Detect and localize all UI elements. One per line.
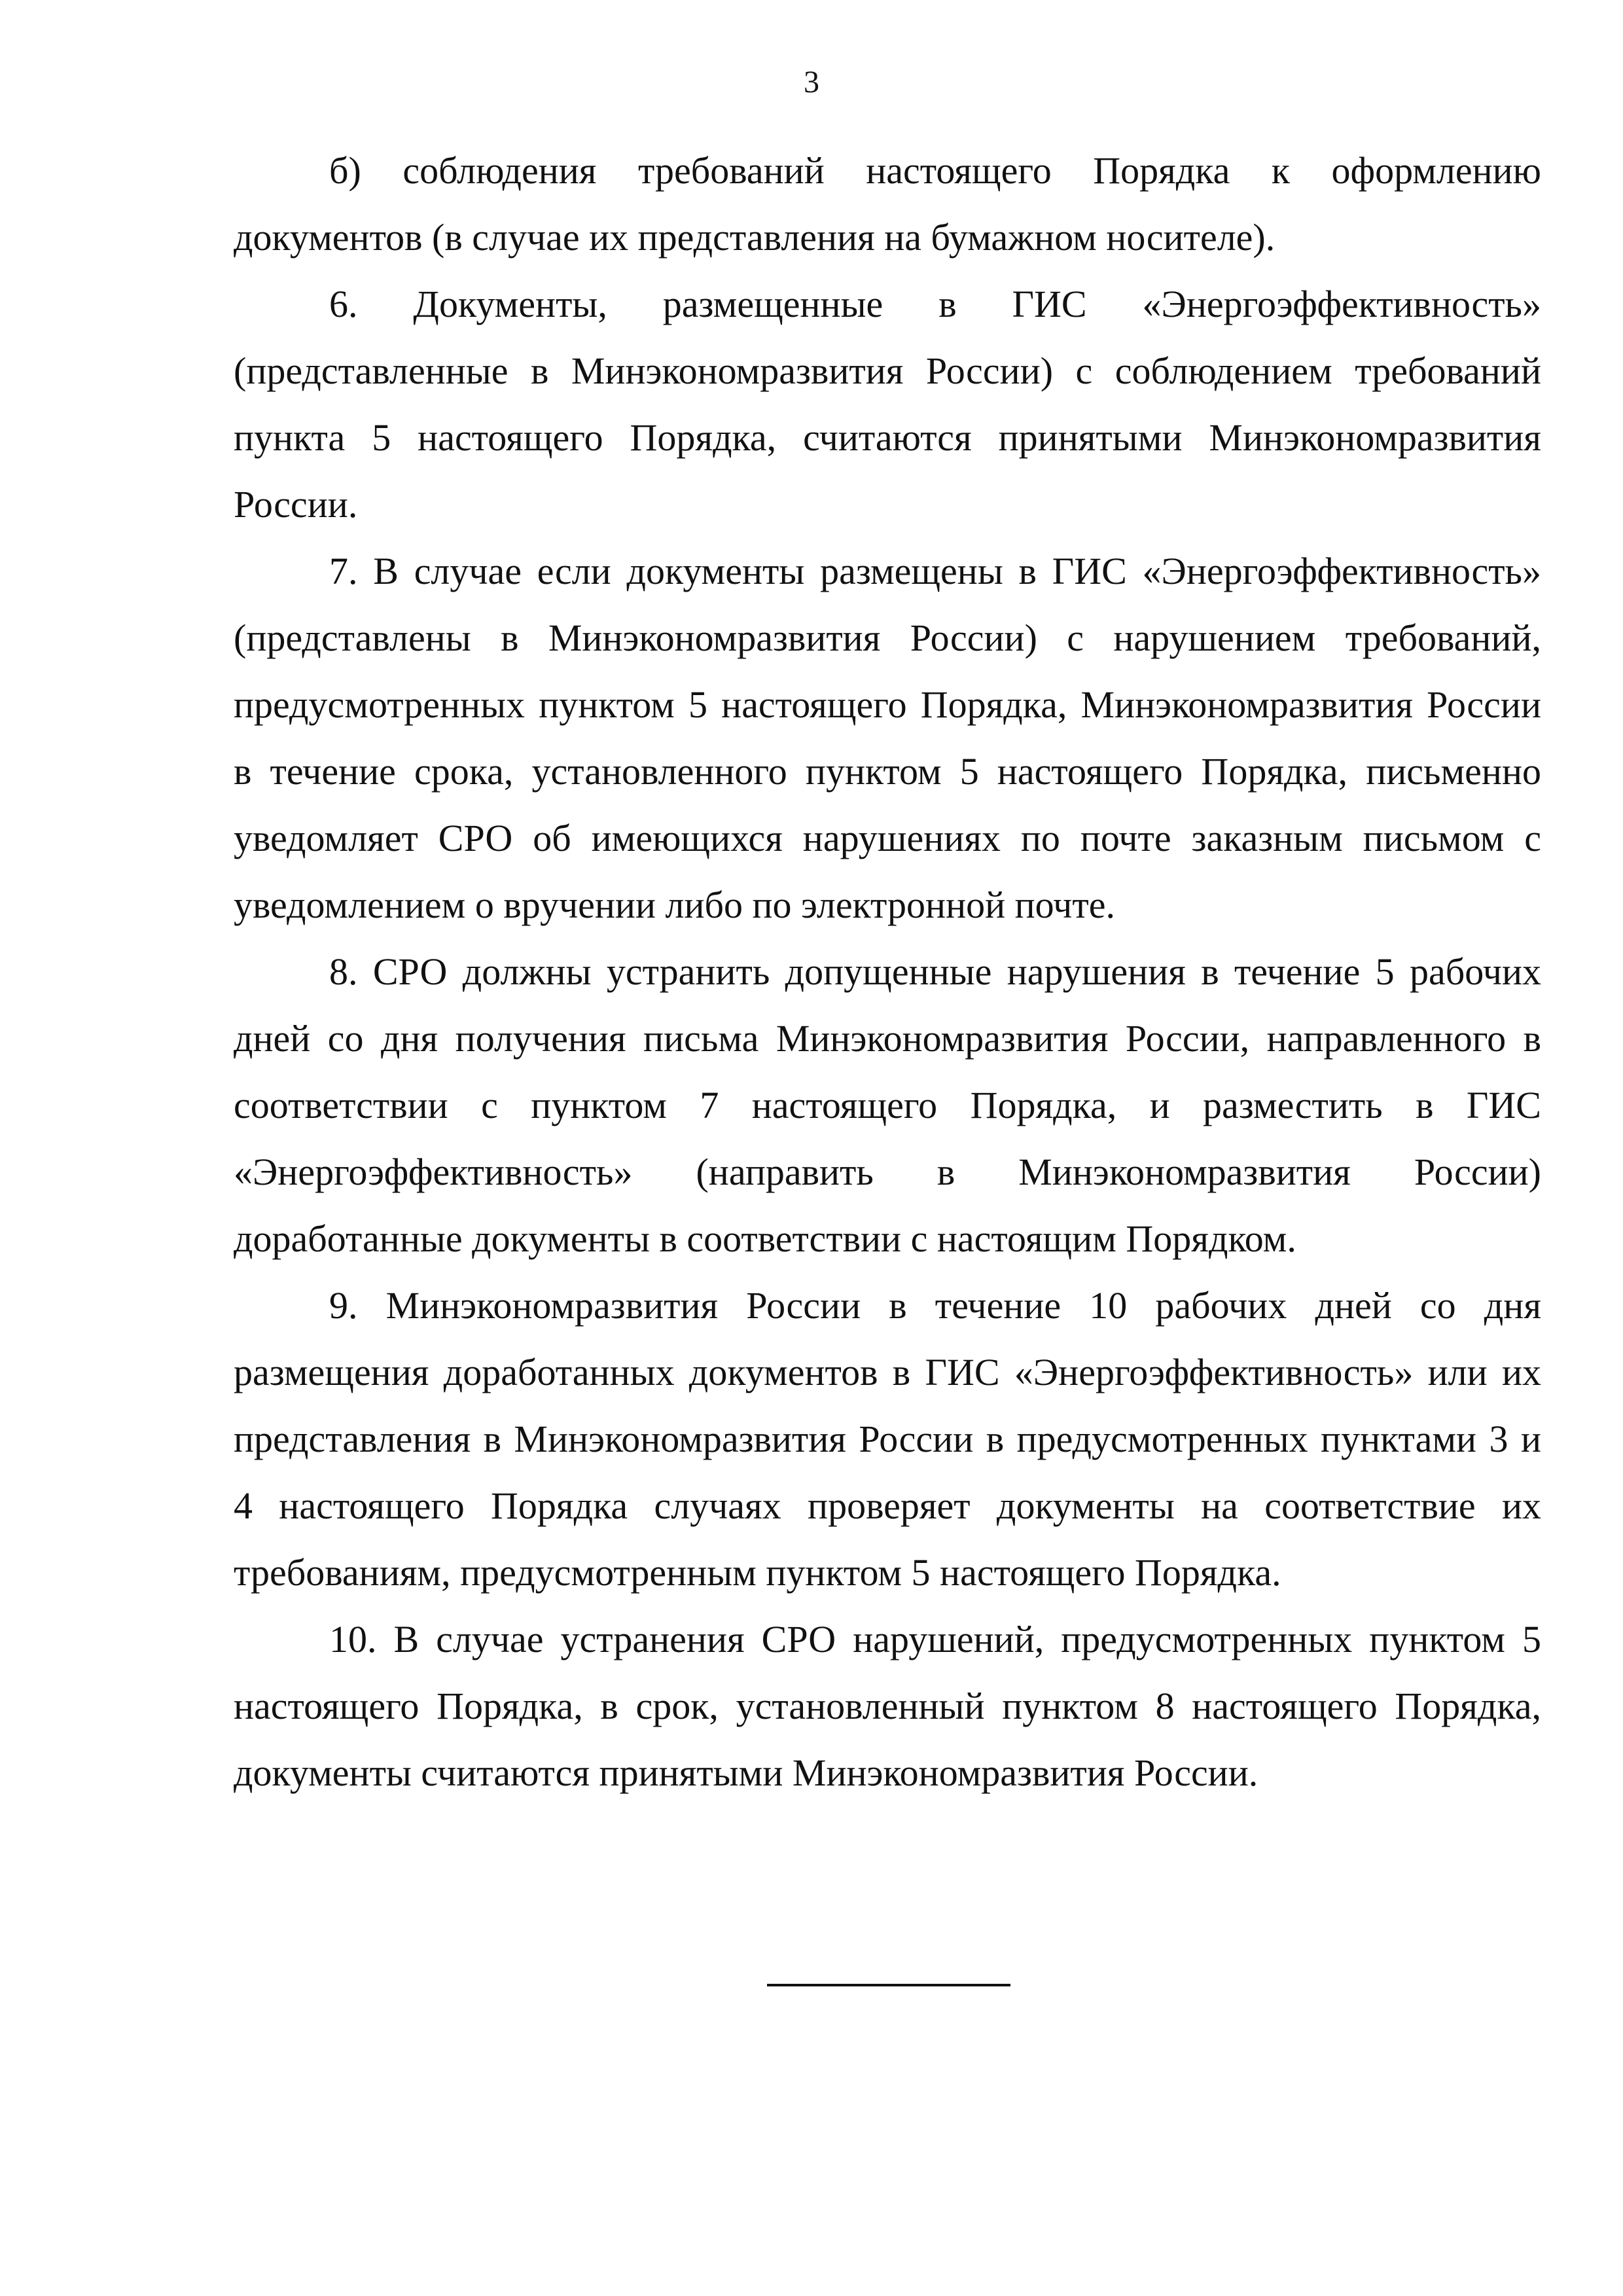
paragraph-10: 10. В случае устранения СРО нарушений, предусмотренных пунктом 5 настоящего Порядка, в срок, установленный пунктом 8 настоящего Порядка, документы считаются принятыми Минэкономразвития России. (234, 1618, 1541, 1794)
paragraph-7: 7. В случае если документы размещены в ГИС «Энергоэффективность» (представлены в Минэкономразвития России) с нарушением требований, предусмотренных пунктом 5 настоящего Порядка, Минэкономразвития России в течение срока, установленного пунктом 5 настоящего Порядка, письменно уведомляет СРО об имеющихся нарушениях по почте заказным письмом с уведомлением о вручении либо по электронной почте. (234, 550, 1541, 926)
end-of-document-rule (767, 1984, 1010, 1986)
page-number: 3 (804, 65, 819, 99)
paragraph-5b: б) соблюдения требований настоящего Порядка к оформлению документов (в случае их представления на бумажном носителе). (234, 149, 1541, 259)
paragraph-6: 6. Документы, размещенные в ГИС «Энергоэффективность» (представленные в Минэкономразвития России) с соблюдением требований пункта 5 настоящего Порядка, считаются принятыми Минэкономразвития России. (234, 283, 1541, 526)
document-body (234, 137, 1541, 1806)
paragraph-9: 9. Минэкономразвития России в течение 10 рабочих дней со дня размещения доработанных документов в ГИС «Энергоэффективность» или их представления в Минэкономразвития России в предусмотренных пунктами 3 и 4 настоящего Порядка случаях проверяет документы на соответствие их требованиям, предусмотренным пунктом 5 настоящего Порядка. (234, 1284, 1541, 1594)
paragraph-8: 8. СРО должны устранить допущенные нарушения в течение 5 рабочих дней со дня получения письма Минэкономразвития России, направленного в соответствии с пунктом 7 настоящего Порядка, и разместить в ГИС «Энергоэффективность» (направить в Минэкономразвития России) доработанные документы в соответствии с настоящим Порядком. (234, 950, 1541, 1260)
